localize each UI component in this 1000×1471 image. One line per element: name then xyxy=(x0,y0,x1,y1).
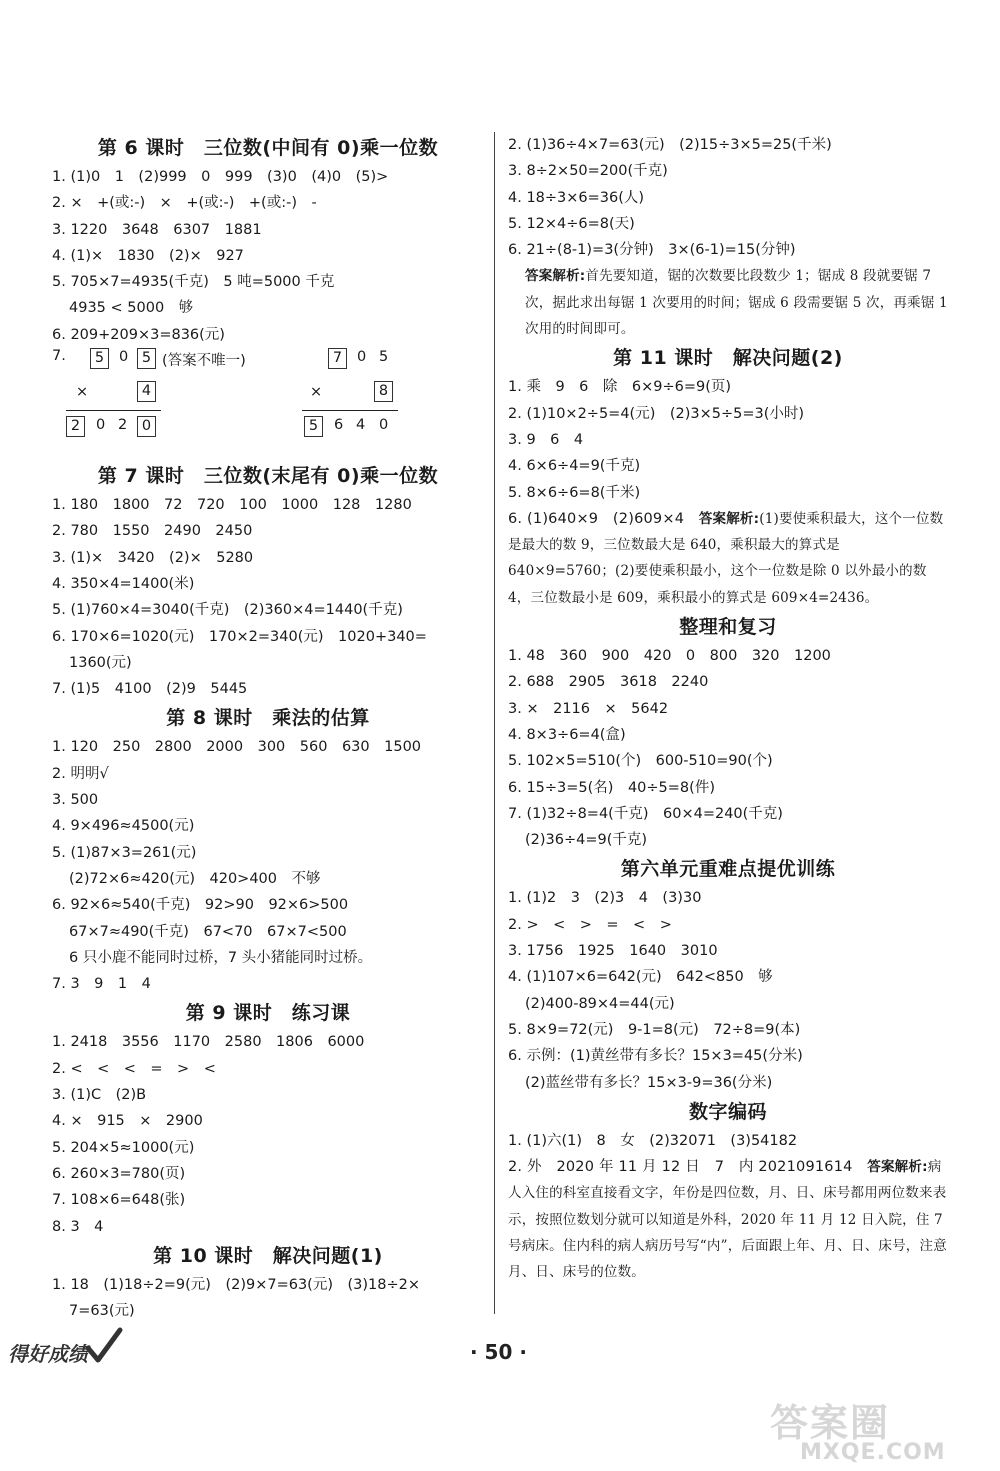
answer-line: (2)36÷4=9(千克) xyxy=(525,832,648,849)
answer-line: 1. 48 360 900 420 0 800 320 1200 xyxy=(508,648,831,665)
answer-line: 6 只小鹿不能同时过桥，7 头小猪能同时过桥。 xyxy=(69,949,373,966)
section-title: 第 8 课时 乘法的估算 xyxy=(166,707,370,730)
question-number: 7. xyxy=(52,348,66,365)
answer-line: 2. 780 1550 2490 2450 xyxy=(52,523,253,540)
digit: 0 xyxy=(379,417,389,434)
answer-box: 5 xyxy=(137,348,156,369)
answer-line: 6. 209+209×3=836(元) xyxy=(52,326,225,343)
answer-line: 1. (1)2 3 (2)3 4 (3)30 xyxy=(508,890,702,907)
answer-line: 6. 170×6=1020(元) 170×2=340(元) 1020+340= xyxy=(52,628,427,645)
answer-line: (2)400-89×4=44(元) xyxy=(525,995,675,1012)
answer-line: 2. 明明√ xyxy=(52,765,109,782)
answer-box: 0 xyxy=(137,416,156,437)
section-body xyxy=(52,164,484,348)
left-column xyxy=(52,132,484,1324)
answer-line: 4. (1)× 1830 (2)× 927 xyxy=(52,247,244,264)
answer-line: 1. 2418 3556 1170 2580 1806 6000 xyxy=(52,1034,365,1051)
answer-line: 7. (1)32÷8=4(千克) 60×4=240(千克) xyxy=(508,805,783,822)
answer-line: 5. 12×4÷6=8(天) xyxy=(508,215,635,232)
analysis-label: 答案解析: xyxy=(698,510,760,527)
column-divider xyxy=(494,132,495,1314)
analysis-text: 病人入住的科室直接看文字，年份是四位数，月、日、床号都用两位数来表示，按照位数划分就可以知道是外科，2020 年 11 月 12 日入院，住 7 号病床。住内科的病人病历号写“内”，后面跟上年、月、日、床号，注意月、日、床号的位数。 xyxy=(508,1159,947,1281)
times-sign: × xyxy=(310,384,323,401)
section-body xyxy=(508,885,948,1095)
answer-line: 6. 21÷(8-1)=3(分钟) 3×(6-1)=15(分钟) xyxy=(508,242,796,259)
section-body xyxy=(508,643,948,853)
answer-line: 2. < < < = > < xyxy=(52,1060,216,1077)
answer-line: 5. 8×6÷6=8(千米) xyxy=(508,484,641,501)
answer-box: 4 xyxy=(137,381,156,402)
answer-line: 4. 350×4=1400(米) xyxy=(52,575,195,592)
answer-line: 3. (1)× 3420 (2)× 5280 xyxy=(52,549,254,566)
answer-line: 2. × +(或:-) × +(或:-) +(或:-) - xyxy=(52,195,317,212)
analysis-text: 首先要知道，锯的次数要比段数少 1；锯成 8 段就要锯 7 次，据此求出每锯 1 次要用的时间；锯成 6 段需要锯 5 次，再乘锯 1 次用的时间即可。 xyxy=(525,268,948,338)
section-body xyxy=(52,1029,484,1239)
answer-line: (2)蓝丝带有多长？15×3-9=36(分米) xyxy=(525,1074,773,1091)
answer-line: 1. 乘 9 6 除 6×9÷6=9(页) xyxy=(508,379,732,396)
answer-line: 6. 示例：(1)黄丝带有多长？15×3=45(分米) xyxy=(508,1048,803,1065)
answer-line: 67×7≈490(千克) 67<70 67×7<500 xyxy=(69,923,347,940)
answer-line: 5. (1)87×3=261(元) xyxy=(52,844,197,861)
answer-line: 5. (1)760×4=3040(千克) (2)360×4=1440(千克) xyxy=(52,602,403,619)
answer-line: 1. 18 (1)18÷2=9(元) (2)9×7=63(元) (3)18÷2× xyxy=(52,1276,421,1293)
answer-line: 6. 260×3=780(页) xyxy=(52,1165,186,1182)
answer-box: 5 xyxy=(304,416,323,437)
answer-line: 1. 180 1800 72 720 100 1000 128 1280 xyxy=(52,497,412,514)
answer-analysis xyxy=(508,1154,948,1285)
answer-box: 8 xyxy=(374,381,393,402)
watermark-url: MXQE.COM xyxy=(800,1440,946,1465)
answer-line: 4. 9×496≈4500(元) xyxy=(52,818,195,835)
digit: 4 xyxy=(356,417,366,434)
section-body xyxy=(508,1128,948,1154)
answer-box: 5 xyxy=(90,348,109,369)
answer-line: 5. 204×5≈1000(元) xyxy=(52,1139,195,1156)
answer-line: 2. (1)10×2÷5=4(元) (2)3×5÷5=3(小时) xyxy=(508,405,805,422)
answer-line: 7. (1)5 4100 (2)9 5445 xyxy=(52,681,248,698)
section-body xyxy=(52,734,484,997)
analysis-label: 答案解析: xyxy=(525,268,586,285)
analysis-text: (1)要使乘积最大，这个一位数是最大的数 9，三位数最大是 640，乘积最大的算式是 640×9=5760；(2)要使乘积最小，这个一位数是除 0 以外最小的数 4，三位数最小是 609，乘积最小的算式是 609×4=2436。 xyxy=(508,510,944,606)
answer-line: 3. × 2116 × 5642 xyxy=(508,700,669,717)
section-body xyxy=(52,1272,484,1325)
section-title: 数字编码 xyxy=(688,1100,767,1123)
vertical-multiplication xyxy=(52,348,484,460)
answer-line: 6. 15÷3=5(名) 40÷5=8(件) xyxy=(508,779,715,796)
section-title: 第 6 课时 三位数(中间有 0)乘一位数 xyxy=(97,137,439,159)
answer-line: 4. 8×3÷6=4(盒) xyxy=(508,726,626,743)
answer-line: 3. 500 xyxy=(52,792,99,809)
answer-analysis xyxy=(508,506,948,611)
answer-box: 2 xyxy=(66,416,85,437)
section-title: 第 11 课时 解决问题(2) xyxy=(613,347,843,370)
answer-line: 3. (1)C (2)B xyxy=(52,1087,147,1104)
answer-note: (答案不唯一) xyxy=(162,353,246,370)
answer-line: 4935 < 5000 够 xyxy=(69,300,194,317)
digit: 6 xyxy=(334,417,344,434)
question-text: 6. (1)640×9 (2)609×4 xyxy=(508,510,699,527)
checkmark-icon xyxy=(84,1326,124,1366)
answer-line: 5. 705×7=4935(千克) 5 吨=5000 千克 xyxy=(52,274,335,291)
calc-line xyxy=(66,410,161,411)
answer-line: 5. 8×9=72(元) 9-1=8(元) 72÷8=9(本) xyxy=(508,1021,801,1038)
answer-line: 3. 9 6 4 xyxy=(508,431,584,448)
section-title: 第 10 课时 解决问题(1) xyxy=(153,1244,383,1267)
brand-logo: 得好成绩 xyxy=(8,1342,88,1366)
answer-line: 1. (1)六(1) 8 女 (2)32071 (3)54182 xyxy=(508,1132,798,1149)
section-title: 第 9 课时 练习课 xyxy=(185,1002,351,1025)
watermark: 答案圈 xyxy=(770,1401,891,1445)
section-title: 整理和复习 xyxy=(679,616,777,639)
answer-line: 7. 108×6=648(张) xyxy=(52,1192,186,1209)
answer-analysis xyxy=(508,263,948,342)
section-title: 第六单元重难点提优训练 xyxy=(620,858,836,881)
answer-line: 7=63(元) xyxy=(69,1303,135,1320)
digit: 0 xyxy=(96,417,106,434)
answer-line: 2. 688 2905 3618 2240 xyxy=(508,674,709,691)
answer-line: 4. 6×6÷4=9(千克) xyxy=(508,458,641,475)
question-text: 2. 外 2020 年 11 月 12 日 7 内 2021091614 xyxy=(508,1159,868,1176)
section-body xyxy=(508,374,948,505)
digit: 5 xyxy=(379,349,389,366)
answer-line: 3. 1220 3648 6307 1881 xyxy=(52,221,262,238)
analysis-label: 答案解析: xyxy=(867,1159,928,1176)
digit: 0 xyxy=(119,349,129,366)
answer-line: 2. > < > = < > xyxy=(508,916,672,933)
page-number: · 50 · xyxy=(470,1340,527,1364)
answer-line: 4. 18÷3×6=36(人) xyxy=(508,189,645,206)
answer-line: 3. 1756 1925 1640 3010 xyxy=(508,943,718,960)
digit: 2 xyxy=(118,417,128,434)
answer-line: 1360(元) xyxy=(69,654,132,671)
answer-line: (2)72×6≈420(元) 420>400 不够 xyxy=(69,870,321,887)
answer-box: 7 xyxy=(328,348,347,369)
times-sign: × xyxy=(76,384,89,401)
answer-line: 8. 3 4 xyxy=(52,1218,104,1235)
digit: 0 xyxy=(357,349,367,366)
answer-line: 7. 3 9 1 4 xyxy=(52,976,151,993)
section-title: 第 7 课时 三位数(末尾有 0)乘一位数 xyxy=(97,465,439,488)
calc-line xyxy=(302,410,398,411)
section-body xyxy=(508,132,948,263)
answer-line: 4. (1)107×6=642(元) 642<850 够 xyxy=(508,969,773,986)
answer-line: 4. × 915 × 2900 xyxy=(52,1113,203,1130)
answer-line: 6. 92×6≈540(千克) 92>90 92×6>500 xyxy=(52,897,349,914)
answer-line: 3. 8÷2×50=200(千克) xyxy=(508,163,668,180)
section-body xyxy=(52,492,484,702)
answer-line: 5. 102×5=510(个) 600-510=90(个) xyxy=(508,753,773,770)
answer-line: 1. (1)0 1 (2)999 0 999 (3)0 (4)0 (5)> xyxy=(52,169,389,185)
answer-line: 1. 120 250 2800 2000 300 560 630 1500 xyxy=(52,739,422,756)
right-column xyxy=(508,132,948,1286)
answer-line: 2. (1)36÷4×7=63(元) (2)15÷3×5=25(千米) xyxy=(508,137,832,153)
